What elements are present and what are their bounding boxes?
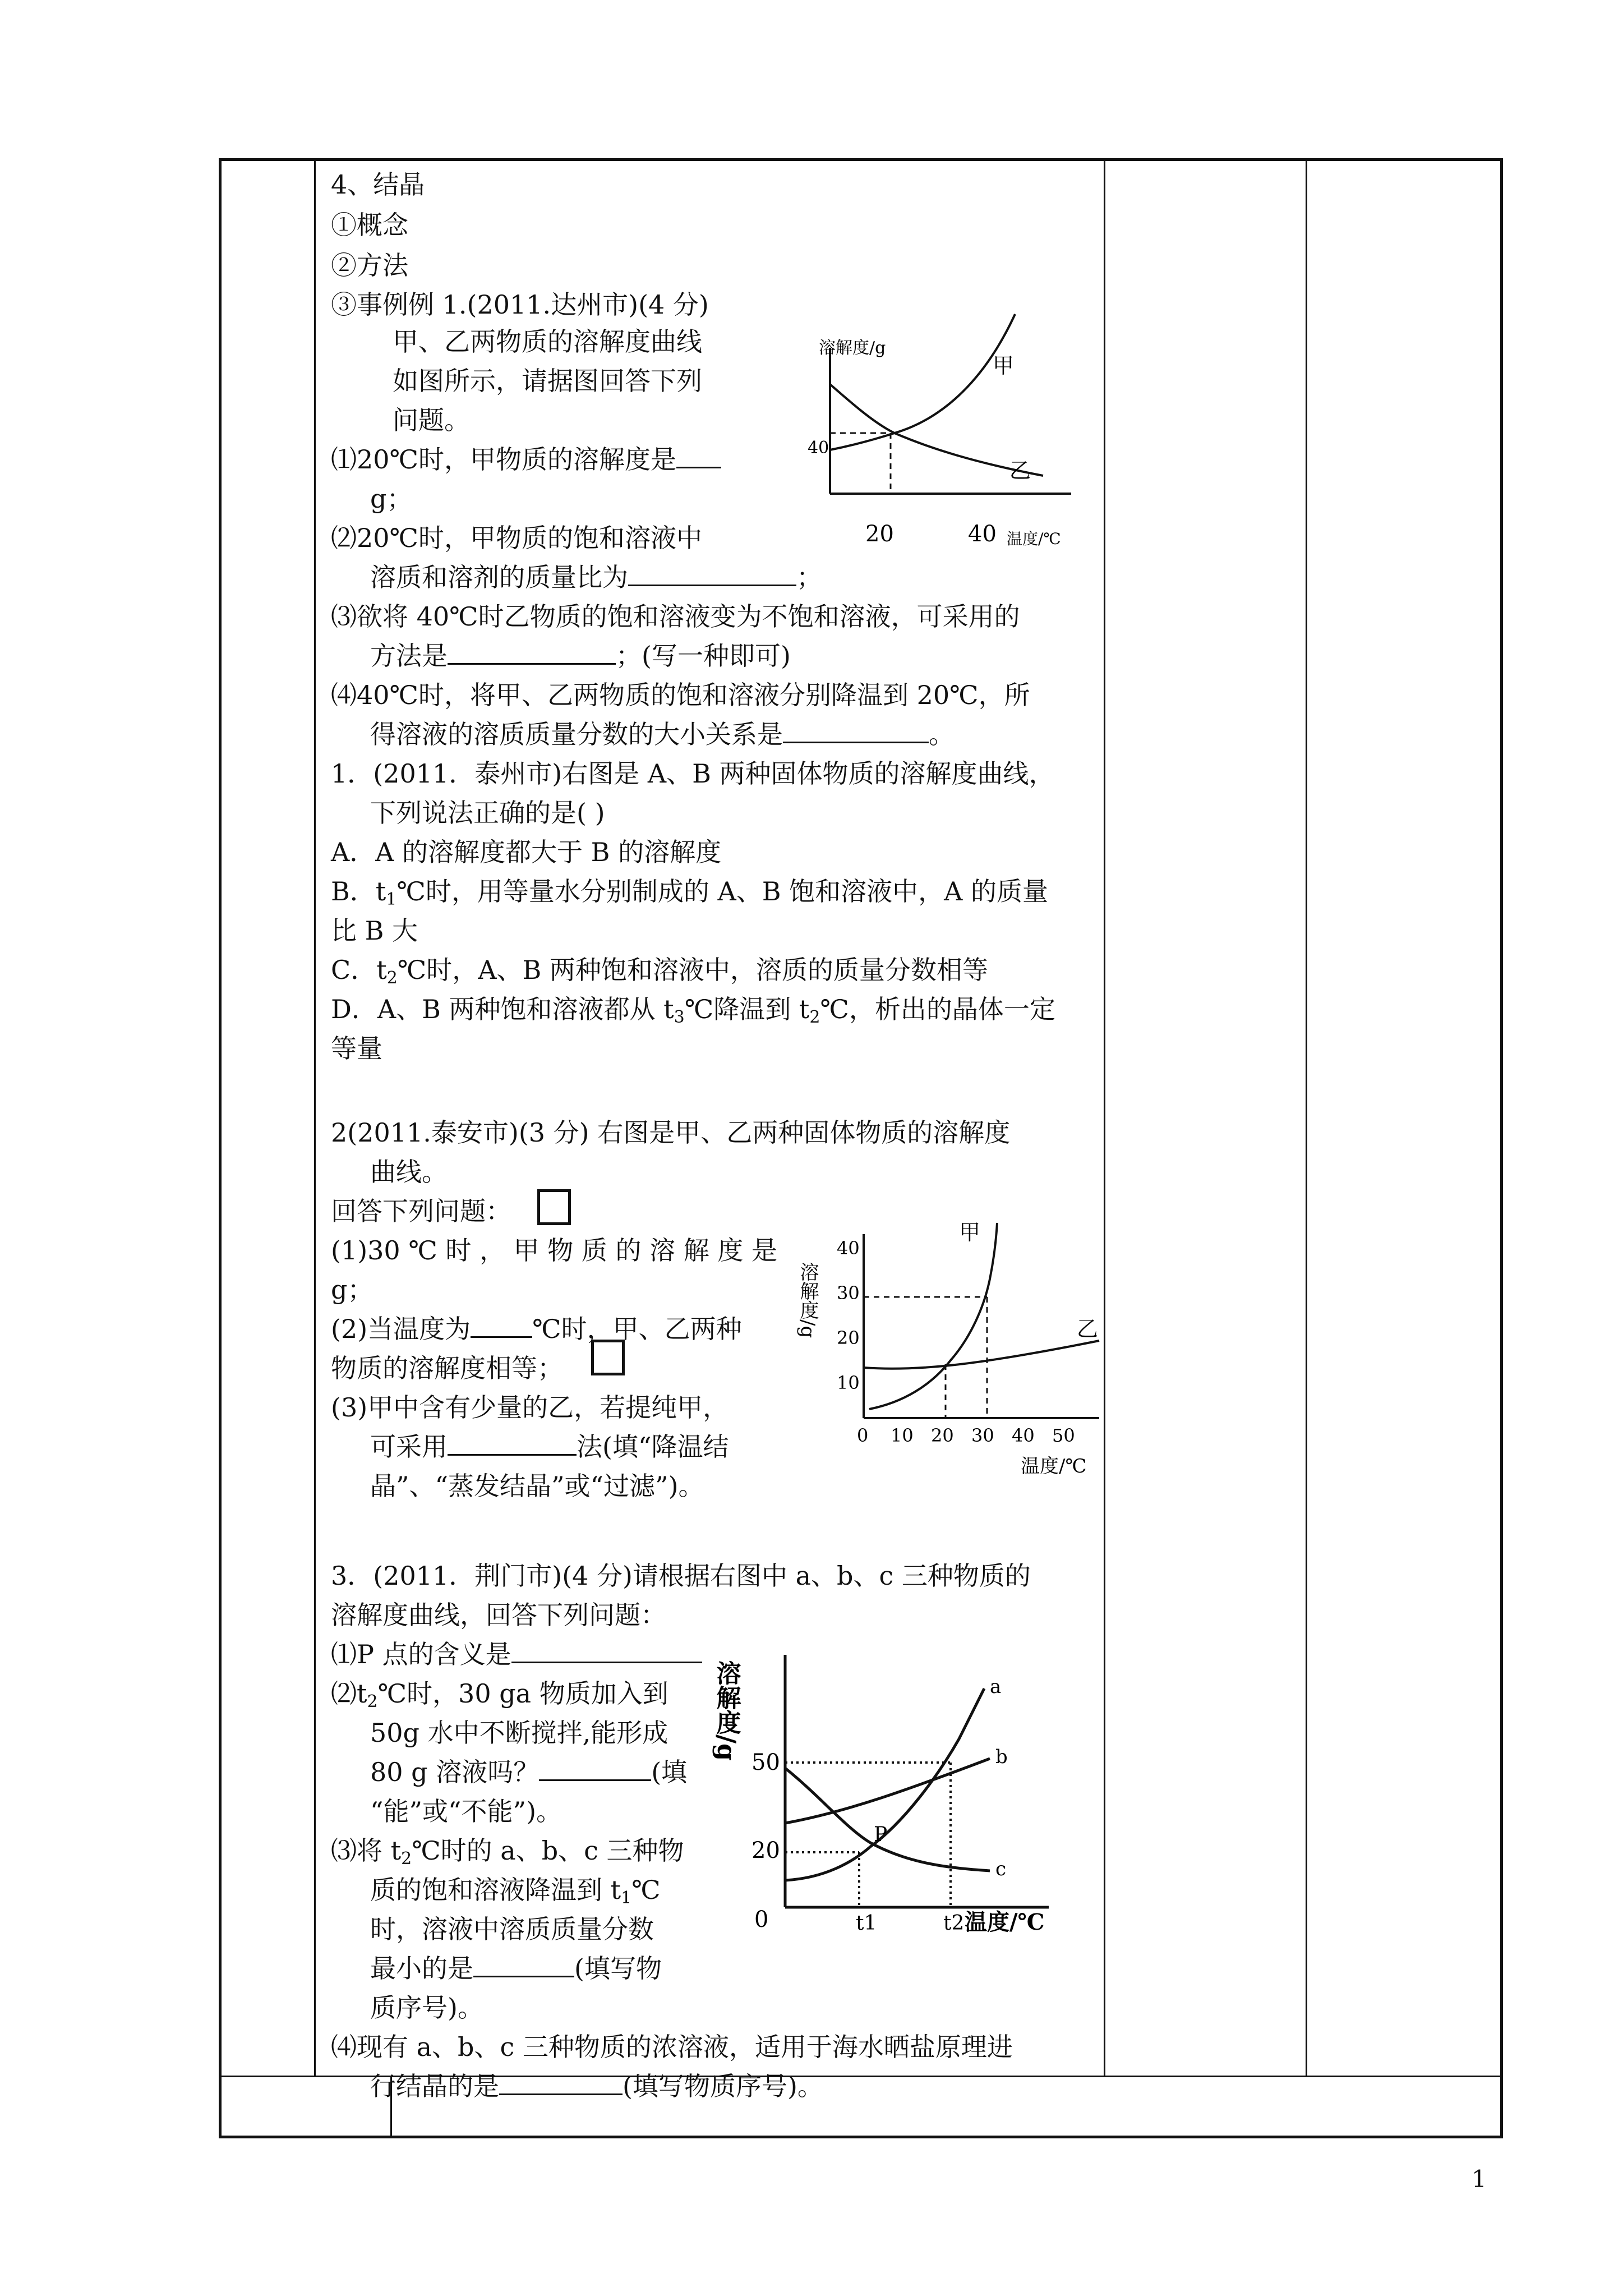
jingmen-q2: $⑵t_2℃$时，30 ga 物质加入到	[331, 1678, 668, 1711]
chart1-label-jia: 甲	[993, 353, 1015, 378]
dazhou-q4-line1: ⑷40℃时，将甲、乙两物质的饱和溶液分别降温到 20℃，所	[331, 680, 1030, 710]
chart2-xtick-10: 10	[891, 1425, 914, 1446]
jingmen-q3-line2: 质的饱和溶液降温到 $t_1℃$	[370, 1875, 661, 1908]
chart2-x-label: 温度/℃	[1021, 1455, 1087, 1478]
chart3-label-c: c	[995, 1858, 1007, 1880]
jingmen-q3: ⑶将 $t_2℃$时的 a、b、c 三种物	[331, 1835, 684, 1869]
dazhou-stem-3: 问题。	[393, 405, 470, 435]
chart1-y-label: 溶解度/g	[819, 338, 886, 358]
chart1-ytick-40: 40	[808, 438, 829, 458]
taizhou-option-d-cont: 等量	[331, 1033, 382, 1064]
jingmen-q3-line4: 最小的是 (填写物	[370, 1950, 662, 1987]
dazhou-q3-line2: 方法是 ；(写一种即可)	[370, 637, 791, 674]
chart3-x-label: 温度/℃	[965, 1909, 1045, 1935]
answer-box-1[interactable]	[537, 1189, 571, 1225]
jingmen-stem-2: 溶解度曲线，回答下列问题：	[331, 1600, 666, 1630]
jingmen-q4: ⑷现有 a、b、c 三种物质的浓溶液，适用于海水晒盐原理进	[331, 2032, 1013, 2062]
jingmen-q3-line3: 时，溶液中溶质质量分数	[370, 1914, 654, 1944]
answer-box-2[interactable]	[591, 1340, 625, 1375]
dazhou-q3-line1: ⑶欲将 40℃时乙物质的饱和溶液变为不饱和溶液，可采用的	[331, 601, 1020, 632]
taizhou-option-d: D．A、B 两种饱和溶液都从 $t_3℃$降温到 $t_2℃$，析出的晶体一定	[331, 994, 1055, 1027]
taian-q3-line3: 晶”、“蒸发结晶”或“过滤”)。	[370, 1471, 704, 1501]
taian-q2-cont: 物质的溶解度相等；	[331, 1353, 563, 1383]
jingmen-q2-line3: 80 g 溶液吗？ (填	[370, 1754, 687, 1791]
jingmen-q3-line5: 质序号)。	[370, 1993, 483, 2023]
chart2-xtick-50: 50	[1052, 1425, 1075, 1446]
chart2-series-yi	[864, 1341, 1099, 1369]
taian-q1-unit: g；	[331, 1274, 374, 1305]
jingmen-q2-line4: “能”或“不能”)。	[370, 1796, 562, 1826]
chart2-label-yi: 乙	[1077, 1317, 1099, 1341]
chart1-label-yi: 乙	[1009, 458, 1031, 483]
taizhou-option-b: B．$t_1℃$时，用等量水分别制成的 A、B 饱和溶液中，A 的质量	[331, 876, 1048, 909]
chart1-xtick-40: 40	[968, 521, 997, 547]
chart2-series-jia	[869, 1223, 997, 1409]
column-divider-3	[1306, 158, 1307, 2077]
chart2-ytick-20: 20	[837, 1327, 860, 1349]
taian-stem-1: 2(2011.泰安市)(3 分) 右图是甲、乙两种固体物质的溶解度	[331, 1117, 1011, 1148]
jingmen-q2-line2: 50g 水中不断搅拌,能形成	[370, 1718, 668, 1748]
column-divider-1	[314, 158, 316, 2077]
taian-q2: (2)当温度为 ℃时，甲、乙两种	[331, 1310, 742, 1347]
concept-line: ①概念	[331, 210, 408, 240]
taizhou-option-a: A．A 的溶解度都大于 B 的溶解度	[331, 837, 722, 867]
chart3-ytick-50: 50	[751, 1750, 780, 1775]
chart3-label-b: b	[995, 1746, 1008, 1768]
chart2-label-jia: 甲	[959, 1220, 981, 1245]
chart1-xtick-20: 20	[865, 521, 894, 547]
section-title: 4、结晶	[331, 169, 425, 200]
taian-lead: 回答下列问题：	[331, 1196, 511, 1226]
chart3-ytick-20: 20	[751, 1838, 780, 1864]
chart2-ytick-10: 10	[837, 1372, 860, 1393]
chart2-xtick-30: 30	[971, 1425, 994, 1446]
dazhou-stem-2: 如图所示，请据图回答下列	[393, 366, 702, 396]
jingmen-q4-line2: 行结晶的是 (填写物质序号)。	[370, 2068, 823, 2105]
dazhou-q2-line2: 溶质和溶剂的质量比为 ；	[370, 559, 822, 596]
taizhou-stem-1: 1．(2011．泰州市)右图是 A、B 两种固体物质的溶解度曲线，	[331, 758, 1055, 789]
chart3-xtick-0: 0	[754, 1907, 769, 1932]
chart2-y-label: 溶解度/g	[796, 1262, 819, 1338]
dazhou-q4-line2: 得溶液的溶质质量分数的大小关系是 。	[370, 716, 955, 753]
chart1-x-label: 温度/℃	[1007, 530, 1061, 548]
dazhou-q1: ⑴20℃时，甲物质的溶解度是	[331, 441, 721, 478]
dazhou-q1-unit: g；	[370, 484, 413, 514]
dazhou-q2-line1: ⑵20℃时，甲物质的饱和溶液中	[331, 523, 702, 553]
taian-q3: (3)甲中含有少量的乙，若提纯甲，	[331, 1392, 729, 1423]
chart1-series-jia	[830, 314, 1015, 450]
page-number: 1	[1472, 2165, 1487, 2193]
taizhou-option-c: C．$t_2℃$时，A、B 两种饱和溶液中，溶质的质量分数相等	[331, 955, 988, 988]
chart2-xtick-20: 20	[931, 1425, 954, 1446]
column-divider-2	[1104, 158, 1105, 2077]
chart3-label-a: a	[990, 1676, 1002, 1698]
taian-stem-2: 曲线。	[370, 1157, 448, 1187]
dazhou-stem-1: 甲、乙两物质的溶解度曲线	[393, 326, 702, 357]
solubility-chart-jingmen	[712, 1644, 1071, 1963]
chart3-point-p: P	[874, 1823, 888, 1846]
chart3-y-label: 溶解度/g	[712, 1660, 741, 1761]
solubility-chart-dazhou	[796, 303, 1088, 550]
chart2-xtick-40: 40	[1012, 1425, 1035, 1446]
method-line: ②方法	[331, 250, 408, 280]
jingmen-q1: ⑴P 点的含义是	[331, 1636, 702, 1673]
chart3-series-c	[785, 1768, 990, 1871]
chart3-xtick-t2: t2	[943, 1912, 965, 1935]
chart3-xtick-t1: t1	[856, 1912, 877, 1935]
chart2-ytick-30: 30	[837, 1282, 860, 1304]
chart3-series-b	[785, 1759, 990, 1823]
chart2-xtick-0: 0	[857, 1425, 869, 1446]
solubility-chart-taian	[796, 1212, 1110, 1492]
taian-q3-line2: 可采用 法(填“降温结	[370, 1428, 728, 1465]
chart2-ytick-40: 40	[837, 1237, 860, 1259]
taizhou-option-b-cont: 比 B 大	[331, 915, 418, 946]
taian-q1: (1)30 ℃ 时 ， 甲 物 质 的 溶 解 度 是	[331, 1235, 777, 1266]
jingmen-stem-1: 3．(2011．荆门市)(4 分)请根据右图中 a、b、c 三种物质的	[331, 1561, 1031, 1591]
taizhou-stem-2: 下列说法正确的是( )	[370, 798, 605, 828]
example-label: ③事例例 1.(2011.达州市)(4 分)	[331, 289, 709, 320]
